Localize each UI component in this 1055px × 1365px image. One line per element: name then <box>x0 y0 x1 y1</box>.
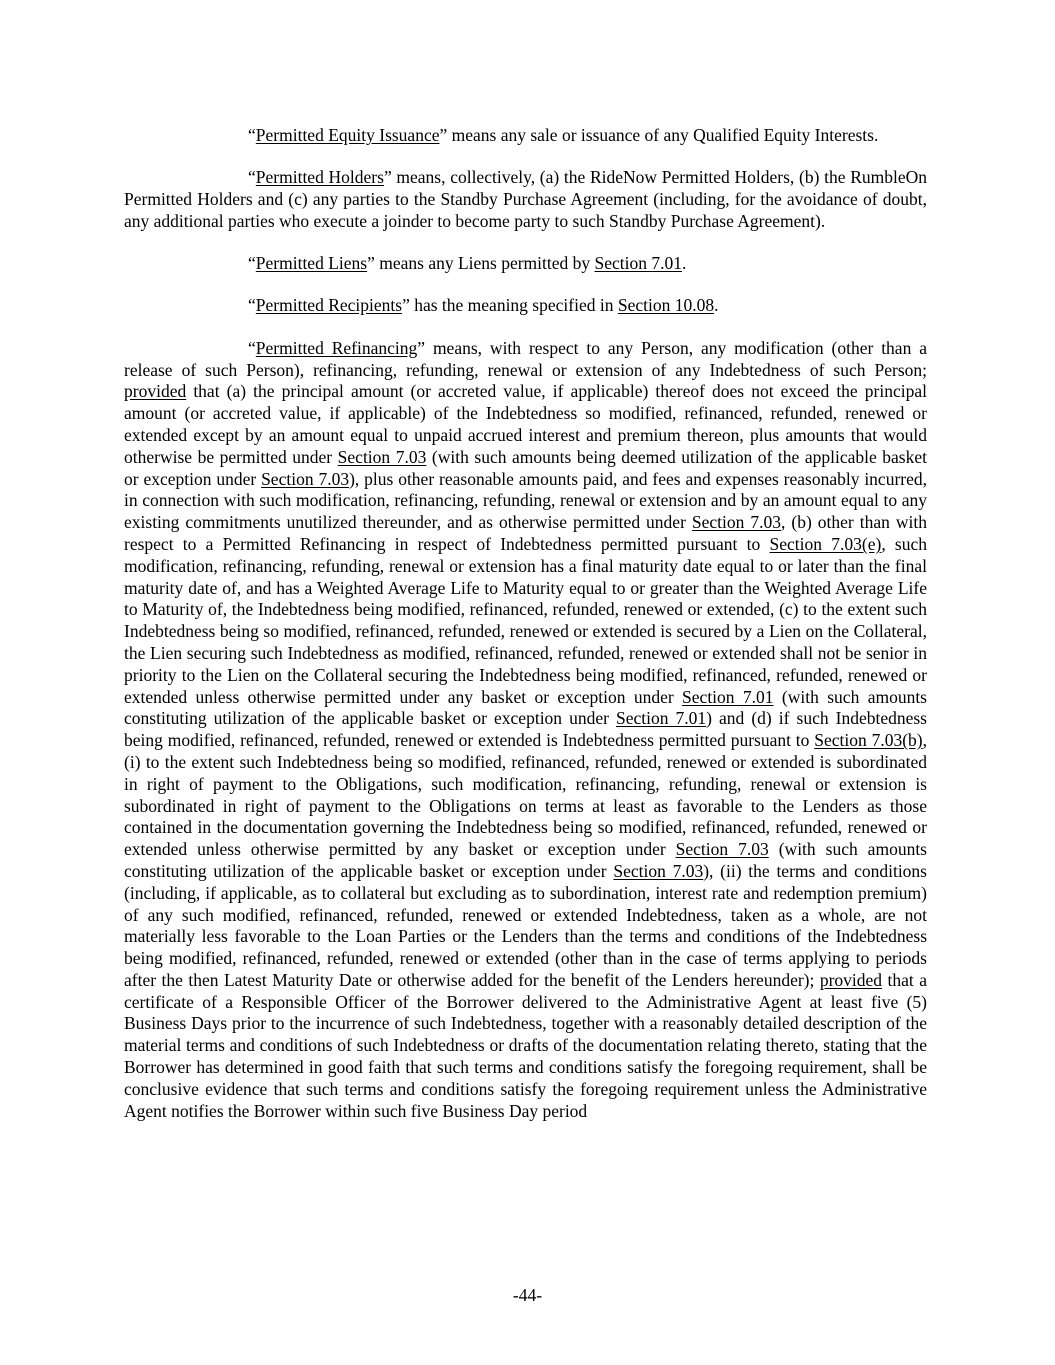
paragraph-text: (with such amounts constituting utilization of the applicable basket or exception under <box>124 839 927 881</box>
paragraph-text: that (a) the principal amount (or accreted value, if applicable) thereof does not exceed the principal amount (or accreted value, if applicable) of the Indebtedness so modified, refinanced, refunded, renewed or extended except by an amount equal to unpaid accrued interest and premium thereon, plus amounts that would otherwise be permitted under <box>124 381 927 467</box>
paragraph-text: ), (ii) the terms and conditions (including, if applicable, as to collateral but excluding as to subordination, interest rate and redemption premium) of any such modified, refinanced, refunded, renewed or extended Indebtedness, taken as a whole, are not materially less favorable to the Loan Parties or the Lenders than the terms and conditions of the Indebtedness being modified, refinanced, refunded, renewed or extended (other than in the case of terms applying to periods after the then Latest Maturity Date or otherwise added for the benefit of the Lenders hereunder); <box>124 860 927 990</box>
underlined-term: Section 7.03 <box>675 839 769 860</box>
underlined-term: Section 10.08 <box>617 295 715 316</box>
paragraph-text: ” has the meaning specified in <box>402 295 618 316</box>
definition-paragraph-permitted-recipients <box>124 295 927 317</box>
underlined-term: provided <box>124 381 187 402</box>
paragraph-text: . <box>682 253 687 274</box>
paragraph-text: ) and (d) if such Indebtedness being modified, refinanced, refunded, renewed or extended is Indebtedness permitted pursuant to <box>124 708 927 751</box>
paragraph-text: , such modification, refinancing, refunding, renewal or extension has a final maturity date equal to or later than the final maturity date of, and has a Weighted Average Life to Maturity equal to or greater than the Weighted Average Life to Maturity of, the Indebtedness being modified, refinanced, refunded, renewed or extended, (c) to the extent such Indebtedness being so modified, refinanced, refunded, renewed or extended is secured by a Lien on the Collateral, the Lien securing such Indebtedness as modified, refinanced, refunded, renewed or extended shall not be senior in priority to the Lien on the Collateral securing the Indebtedness being modified, refinanced, refunded, renewed or extended unless otherwise permitted under any basket or exception under <box>124 533 928 707</box>
paragraph-text: that a certificate of a Responsible Officer of the Borrower delivered to the Administrative Agent at least five (5) Business Days prior to the incurrence of such Indebtedness, together with a reasonably detailed description of the material terms and conditions of such Indebtedness or drafts of the documentation relating thereto, stating that the Borrower has determined in good faith that such terms and conditions satisfy the foregoing requirement, shall be conclusive evidence that such terms and conditions satisfy the foregoing requirement unless the Administrative Agent notifies the Borrower within such five Business Day period <box>124 969 927 1121</box>
paragraph-text: ” means any sale or issuance of any Qualified Equity Interests. <box>439 125 879 145</box>
definition-paragraph-permitted-equity-issuance <box>124 125 927 147</box>
page-number: -44- <box>512 1285 543 1305</box>
underlined-term: Section 7.01 <box>594 253 683 274</box>
underlined-term: Permitted Refinancing <box>255 337 418 358</box>
paragraph-text: (with such amounts being deemed utilization of the applicable basket or exception under <box>124 446 927 489</box>
paragraph-text: “ <box>248 167 256 188</box>
definition-paragraph-permitted-refinancing <box>124 338 927 1123</box>
underlined-term: Permitted Liens <box>255 253 368 274</box>
underlined-term: Section 7.03(e) <box>769 533 882 554</box>
underlined-term: Section 7.03 <box>261 468 350 489</box>
underlined-term: Section 7.01 <box>615 708 707 729</box>
paragraph-text: (with such amounts constituting utilization of the applicable basket or exception under <box>124 686 927 729</box>
paragraph-text: , (b) other than with respect to a Permitted Refinancing in respect of Indebtedness permitted pursuant to <box>124 512 927 554</box>
underlined-term: Section 7.01 <box>682 686 774 707</box>
document-body <box>124 125 927 1122</box>
paragraph-text: ” means, with respect to any Person, any modification (other than a release of such Person), refinancing, refunding, renewal or extension of any Indebtedness of such Person; <box>124 337 927 380</box>
paragraph-text: ” means any Liens permitted by <box>367 253 595 274</box>
underlined-term: Section 7.03 <box>337 446 427 467</box>
paragraph-text: ), plus other reasonable amounts paid, and fees and expenses reasonably incurred, in connection with such modification, refinancing, refunding, renewal or extension and by an amount equal to any existing commitments unutilized thereunder, and as otherwise permitted under <box>124 468 927 533</box>
underlined-term: Section 7.03(b) <box>814 730 923 751</box>
paragraph-text: “ <box>248 337 256 358</box>
paragraph-text: , (i) to the extent such Indebtedness being so modified, refinanced, refunded, renewed or extended is subordinated in right of payment to the Obligations, such modification, refinancing, refunding, renewal or extension is subordinated in right of payment to the Obligations on terms at least as favorable to the Lenders as those contained in the documentation governing the Indebtedness being so modified, refinanced, refunded, renewed or extended unless otherwise permitted by any basket or exception under <box>124 730 927 860</box>
paragraph-text: “ <box>248 253 256 274</box>
paragraph-text: “ <box>248 125 256 145</box>
paragraph-text: “ <box>248 295 256 316</box>
underlined-term: Section 7.03 <box>691 512 782 533</box>
paragraph-text: ” means, collectively, (a) the RideNow Permitted Holders, (b) the RumbleOn Permitted Holders and (c) any parties to the Standby Purchase Agreement (including, for the avoidance of doubt, any additional parties who execute a joinder to become party to such Standby Purchase Agreement). <box>124 167 927 231</box>
underlined-term: Section 7.03 <box>613 860 704 881</box>
underlined-term: Permitted Equity Issuance <box>255 125 440 145</box>
underlined-term: Permitted Holders <box>255 167 384 188</box>
underlined-term: provided <box>819 969 883 990</box>
underlined-term: Permitted Recipients <box>255 295 403 316</box>
paragraph-text: . <box>714 295 719 316</box>
definition-paragraph-permitted-liens <box>124 253 927 275</box>
definition-paragraph-permitted-holders <box>124 167 927 232</box>
